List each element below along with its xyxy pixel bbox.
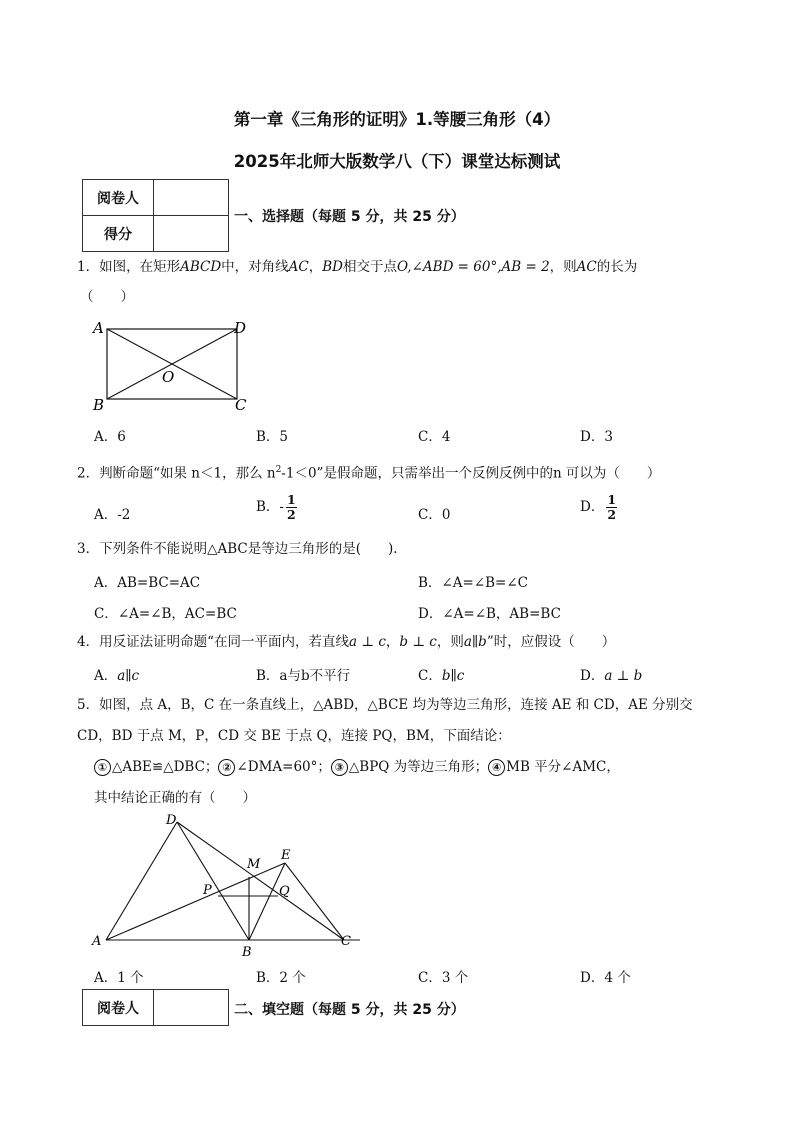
q3-option-b[interactable]: B．∠A=∠B=∠C <box>418 575 528 591</box>
q2-option-a[interactable]: A．-2 <box>94 507 131 523</box>
q4-option-c[interactable] <box>418 664 464 684</box>
q4-option-b[interactable]: B．a与b不平行 <box>256 668 351 684</box>
conclusion-1: △ABE≌△DBC； <box>112 759 219 775</box>
q2-option-d[interactable] <box>580 493 617 522</box>
fraction <box>286 493 297 522</box>
q2-exponent: 2 <box>275 465 282 475</box>
q4-option-a-label: A． <box>94 668 118 684</box>
triangles-figure <box>88 808 368 958</box>
q1-answer-paren: （ ） <box>80 289 134 305</box>
q4-option-a[interactable] <box>94 664 139 684</box>
question-number: 1． <box>77 259 100 275</box>
q2-option-d-label: D． <box>580 499 605 515</box>
q4-text: ， <box>385 634 400 650</box>
label-d: D <box>234 319 247 337</box>
q4-option-d[interactable] <box>580 664 642 684</box>
section-heading-fill: 二、填空题（每题 5 分，共 25 分） <box>234 1002 465 1018</box>
reviewer-cell <box>154 180 229 216</box>
q1-text: 相交于点 <box>343 259 398 275</box>
q2-text: -1＜0”是假命题，只需举出一个反例反例中的n 可以为（ ） <box>281 465 661 482</box>
label-b: B <box>242 945 252 958</box>
page-title: 第一章《三角形的证明》1.等腰三角形（4） <box>233 110 561 129</box>
label-o: O <box>162 368 175 386</box>
q1-option-a[interactable]: A．6 <box>94 429 126 445</box>
score-table <box>82 179 229 252</box>
question-number: 5． <box>77 697 100 713</box>
line-db <box>177 822 249 940</box>
circled-number: ② <box>218 759 235 776</box>
label-d: D <box>166 813 177 828</box>
q2-text: 判断命题“如果 n＜1，那么 n <box>99 465 276 482</box>
question-number: 3． <box>77 541 100 557</box>
q1-option-d[interactable]: D．3 <box>580 429 613 445</box>
question-5 <box>77 696 693 714</box>
circled-number: ③ <box>331 759 348 776</box>
q4-option-d-expr: a ⊥ b <box>604 668 643 684</box>
question-2 <box>77 461 660 483</box>
q2-option-b-label: B．- <box>256 499 284 515</box>
numerator: 1 <box>607 492 617 507</box>
numerator: 1 <box>286 492 296 507</box>
circled-number: ① <box>94 759 111 776</box>
q3-text: 下列条件不能说明△ABC是等边三角形的是( ). <box>99 541 398 557</box>
label-q: Q <box>279 884 290 899</box>
q5-line-2: CD，BD 于点 M，P，CD 交 BE 于点 Q，连接 PQ，BM，下面结论： <box>77 728 511 744</box>
question-1 <box>77 258 637 276</box>
q3-option-c[interactable]: C．∠A=∠B，AC=BC <box>94 606 237 622</box>
q1-text: ， <box>308 259 323 275</box>
q5-text: 如图，点 A，B，C 在一条直线上，△ABD，△BCE 均为等边三角形，连接 AE 和 CD，AE 分别交 <box>99 697 693 713</box>
q2-option-b[interactable] <box>256 493 297 522</box>
score-cell <box>154 216 229 252</box>
line-ec <box>285 863 344 940</box>
label-a: A <box>93 319 104 337</box>
q1-rect-name: ABCD <box>180 259 222 275</box>
q1-ac: AC <box>288 259 309 275</box>
label-c: C <box>341 934 351 949</box>
q1-text: ，则 <box>549 259 577 275</box>
q1-condition: O,∠ABD = 60°,AB = 2 <box>397 259 550 275</box>
q4-conclusion: a∥b <box>463 634 487 650</box>
reviewer-label: 阅卷人 <box>83 180 154 216</box>
conclusion-4: MB 平分∠AMC， <box>506 759 620 775</box>
q1-text: 如图，在矩形 <box>99 259 181 275</box>
page-subtitle: 2025年北师大版数学八（下）课堂达标测试 <box>233 152 561 171</box>
q5-line-4: 其中结论正确的有（ ） <box>94 790 256 806</box>
denominator: 2 <box>607 507 617 522</box>
q3-option-d[interactable]: D．∠A=∠B，AB=BC <box>418 606 561 622</box>
line-ad <box>106 822 177 940</box>
question-number: 2． <box>77 465 100 482</box>
q5-option-d[interactable]: D．4 个 <box>580 970 631 986</box>
q4-option-d-label: D． <box>580 668 605 684</box>
q1-bd: BD <box>322 259 344 275</box>
q1-option-c[interactable]: C．4 <box>418 429 451 445</box>
label-e: E <box>281 848 291 863</box>
label-c: C <box>235 396 247 414</box>
question-number: 4． <box>77 634 100 650</box>
q4-condition: b ⊥ c <box>399 634 437 650</box>
label-a: A <box>92 934 102 949</box>
denominator: 2 <box>286 507 296 522</box>
score-table-2 <box>82 989 229 1026</box>
q2-option-c[interactable]: C．0 <box>418 507 451 523</box>
q1-ac: AC <box>576 259 597 275</box>
q5-option-c[interactable]: C．3 个 <box>418 970 469 986</box>
rectangle-figure <box>88 316 258 416</box>
q4-option-c-label: C． <box>418 668 442 684</box>
line-ae <box>106 863 285 940</box>
q4-text: ，则 <box>436 634 464 650</box>
q3-option-a[interactable]: A．AB=BC=AC <box>94 575 201 591</box>
line-be <box>249 863 285 940</box>
q4-option-c-expr: b∥c <box>441 668 465 684</box>
label-b: B <box>93 396 105 414</box>
conclusion-2: ∠DMA=60°； <box>236 759 331 775</box>
label-m: M <box>247 857 261 872</box>
label-p: P <box>203 883 212 898</box>
circled-number: ④ <box>488 759 505 776</box>
q1-text: 的长为 <box>596 259 638 275</box>
q4-option-a-expr: a∥c <box>117 668 140 684</box>
section-heading-choice: 一、选择题（每题 5 分，共 25 分） <box>234 209 465 225</box>
reviewer-cell <box>154 990 229 1026</box>
fraction <box>606 493 617 522</box>
q4-condition: a ⊥ c <box>349 634 386 650</box>
conclusion-3: △BPQ 为等边三角形； <box>348 759 489 775</box>
question-4 <box>77 633 615 651</box>
q4-text: ”时，应假设（ ） <box>486 634 616 650</box>
q5-option-b[interactable]: B．2 个 <box>256 970 306 986</box>
q5-conclusions <box>94 758 620 776</box>
q4-text: 用反证法证明命题“在同一平面内，若直线 <box>99 634 349 650</box>
q1-option-b[interactable]: B．5 <box>256 429 289 445</box>
q5-option-a[interactable]: A．1 个 <box>94 970 144 986</box>
line-dc <box>177 822 344 940</box>
q1-text: 中，对角线 <box>221 259 289 275</box>
score-label: 得分 <box>83 216 154 252</box>
reviewer-label: 阅卷人 <box>83 990 154 1026</box>
question-3 <box>77 540 398 558</box>
